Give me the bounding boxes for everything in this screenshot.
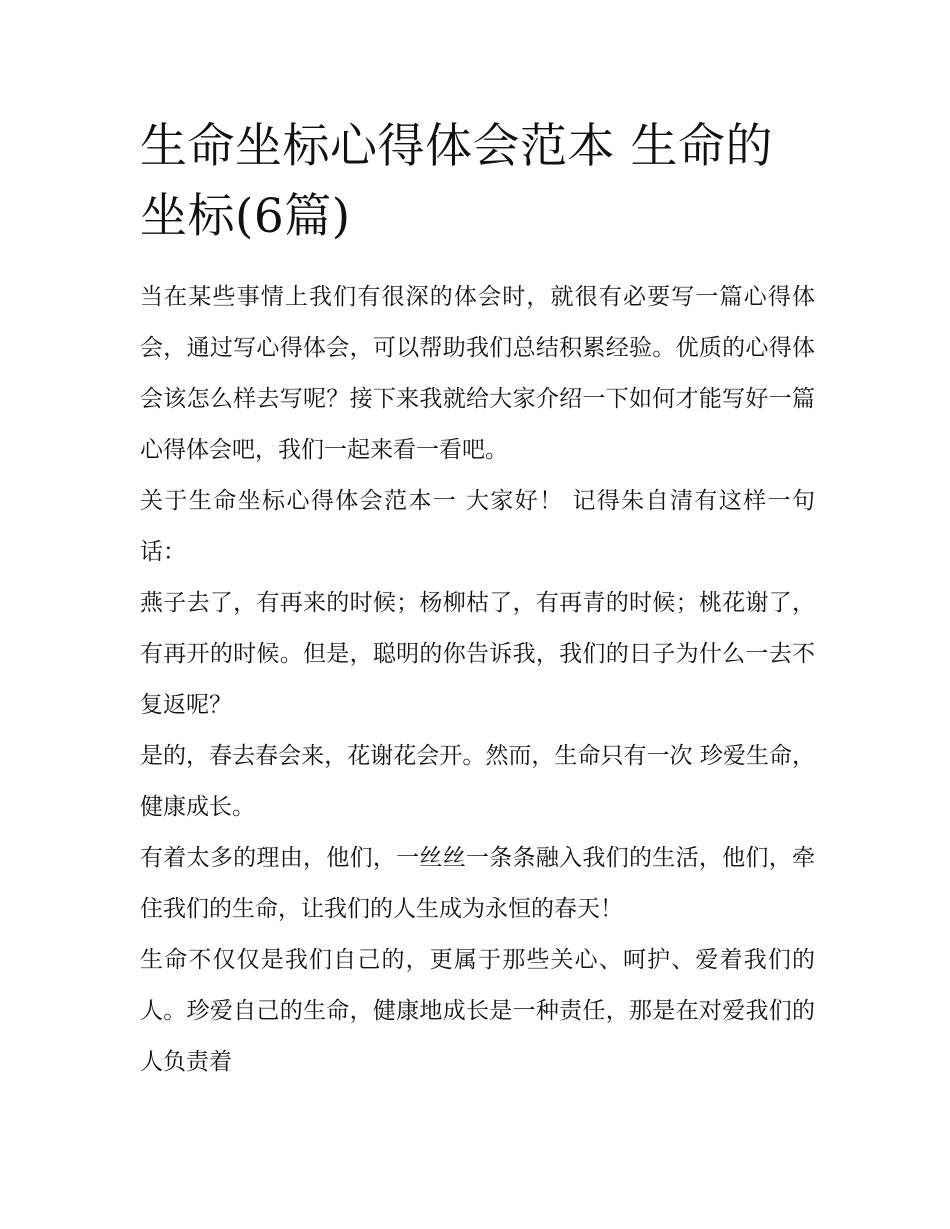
paragraph-quote: 燕子去了，有再来的时候；杨柳枯了，有再青的时候；桃花谢了，有再开的时候。但是，聪明的你告诉我，我们的日子为什么一去不复返呢？: [140, 590, 815, 718]
paragraph-reasons: 有着太多的理由，他们，一丝丝一条条融入我们的生活，他们，牵住我们的生命，让我们的人生成为永恒的春天！: [140, 845, 815, 922]
paragraph-responsibility: 生命不仅仅是我们自己的，更属于那些关心、呵护、爱着我们的人。珍爱自己的生命，健康地成长是一种责任，那是在对爱我们的人负责着: [140, 947, 815, 1075]
document-title: 生命坐标心得体会范本 生命的坐标(6篇): [140, 119, 773, 244]
paragraph-intro: 当在某些事情上我们有很深的体会时，就很有必要写一篇心得体会，通过写心得体会，可以帮助我们总结积累经验。优质的心得体会该怎么样去写呢？接下来我就给大家介绍一下如何才能写好一篇心得体会吧，我们一起来看一看吧。: [140, 284, 815, 463]
paragraph-greeting: 关于生命坐标心得体会范本一 大家好！ 记得朱自清有这样一句话：: [140, 488, 815, 565]
document-body: [140, 112, 815, 1088]
paragraph-spring: 是的，春去春会来，花谢花会开。然而，生命只有一次 珍爱生命，健康成长。: [140, 743, 815, 820]
